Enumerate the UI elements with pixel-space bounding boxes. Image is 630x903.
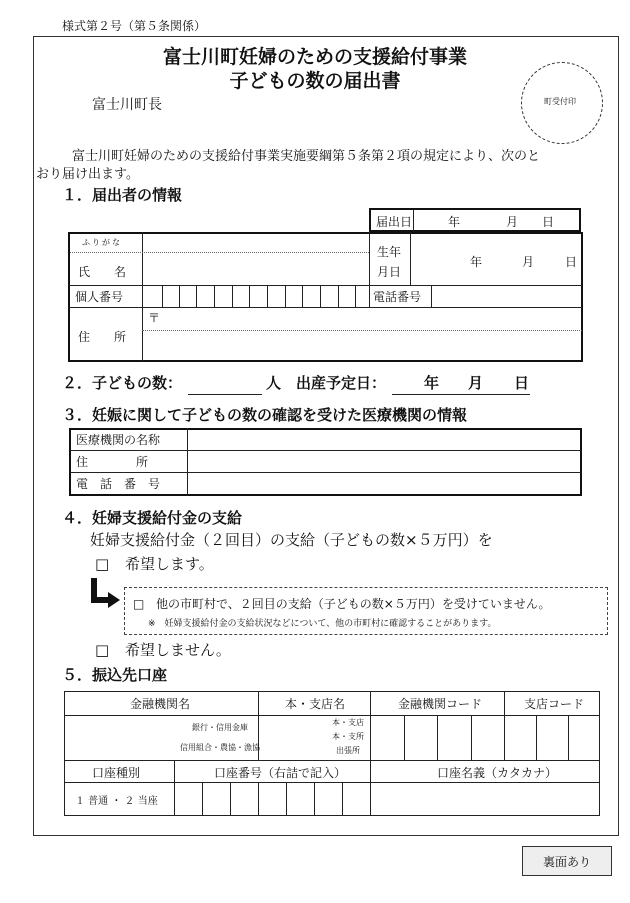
addressee: 富士川町長 [92, 97, 162, 113]
due-day: 日 [514, 374, 530, 392]
postal-mark: 〒 [148, 311, 161, 325]
mynumber-label: 個人番号 [75, 290, 124, 304]
address-label: 住 所 [78, 330, 127, 344]
form-title: 富士川町妊婦のための支援給付事業 [162, 46, 467, 68]
bank-name-input[interactable] [66, 717, 176, 759]
checkbox-wish[interactable]: □ [95, 555, 110, 573]
branch-type-2: 本・支所 [332, 732, 364, 741]
other-municipality-label: 他の市町村で、２回目の支給（子どもの数×５万円）を受けていません。 [156, 597, 551, 611]
section1-heading: １．届出者の情報 [62, 186, 183, 204]
due-month: 月 [468, 374, 484, 392]
branch-type-1: 本・支店 [332, 718, 364, 727]
col-bank-name: 金融機関名 [130, 697, 191, 711]
option-no-wish-label: 希望しません。 [125, 641, 231, 659]
section4-description: 妊婦支援給付金（２回目）の支給（子どもの数×５万円）を [90, 531, 493, 549]
phone-label: 電話番号 [373, 290, 422, 304]
account-name-input[interactable] [372, 784, 598, 815]
submission-date-label: 届出日 [376, 215, 413, 229]
date-day: 日 [542, 215, 555, 229]
branch-type-3: 出張所 [336, 746, 360, 755]
checkbox-other-municipality[interactable]: □ [133, 597, 145, 611]
section4-heading: ４．妊婦支援給付金の支給 [62, 509, 243, 527]
due-date-input[interactable] [392, 394, 530, 395]
name-label: 氏 名 [78, 265, 127, 279]
medical-name-input[interactable] [190, 430, 580, 449]
bank-type-options-2: 信用組合・農協・漁協 [180, 743, 260, 752]
child-count-unit: 人 [266, 374, 282, 392]
col-account-type: 口座種別 [92, 766, 141, 780]
option-wish-label: 希望します。 [125, 555, 214, 573]
due-year: 年 [424, 374, 440, 392]
col-branch-name: 本・支店名 [285, 697, 346, 711]
intro-text-1: 富士川町妊婦のための支援給付事業実施要綱第５条第２項の規定により、次のと [72, 149, 541, 164]
phone-input[interactable] [433, 287, 581, 306]
birth-year: 年 [470, 255, 483, 269]
section5-heading: ５．振込先口座 [62, 666, 168, 684]
form-code: 様式第２号（第５条関係） [62, 19, 207, 33]
date-month: 月 [506, 215, 519, 229]
address-input[interactable] [160, 309, 580, 360]
furigana-label: ふりがな [82, 238, 122, 247]
col-account-number: 口座番号（右詰で記入） [214, 766, 347, 780]
birth-month: 月 [522, 255, 535, 269]
bank-code-input[interactable] [372, 717, 502, 759]
branch-code-input[interactable] [506, 717, 598, 759]
col-bank-code: 金融機関コード [398, 697, 483, 711]
checkbox-no-wish[interactable]: □ [95, 641, 110, 659]
confirmation-note: ※ 妊婦支援給付金の支給状況などについて、他の市町村に確認することがあります。 [148, 619, 497, 629]
birth-label-1: 生年 [377, 245, 402, 259]
birth-label-2: 月日 [377, 265, 402, 279]
col-branch-code: 支店コード [524, 697, 585, 711]
reverse-side-button[interactable]: 裏面あり [522, 846, 612, 876]
arrow-down-right-icon [88, 576, 124, 610]
bank-type-options-1: 銀行・信用金庫 [192, 723, 248, 732]
section2-child-count-label: ２．子どもの数： [62, 374, 183, 392]
medical-phone-input[interactable] [190, 474, 580, 494]
account-type-options[interactable]: １ 普通 ・ ２ 当座 [75, 796, 158, 807]
medical-address-input[interactable] [190, 452, 580, 471]
stamp-label: 町受付印 [544, 97, 576, 106]
medical-name-label: 医療機関の名称 [76, 433, 161, 447]
due-date-label: 出産予定日： [296, 374, 387, 392]
col-account-name: 口座名義（カタカナ） [437, 766, 558, 780]
furigana-input[interactable] [144, 234, 368, 251]
account-number-input[interactable] [176, 784, 368, 815]
medical-address-label: 住 所 [76, 455, 149, 469]
section3-heading: ３．妊娠に関して子どもの数の確認を受けた医療機関の情報 [62, 406, 468, 424]
intro-text-2: おり届け出ます。 [36, 167, 139, 182]
medical-phone-label: 電 話 番 号 [76, 477, 161, 491]
child-count-input[interactable] [188, 394, 262, 395]
form-subtitle: 子どもの数の届出書 [229, 70, 401, 92]
name-input[interactable] [144, 254, 368, 284]
date-year: 年 [448, 215, 461, 229]
branch-name-input[interactable] [260, 717, 330, 759]
birth-day: 日 [565, 255, 578, 269]
